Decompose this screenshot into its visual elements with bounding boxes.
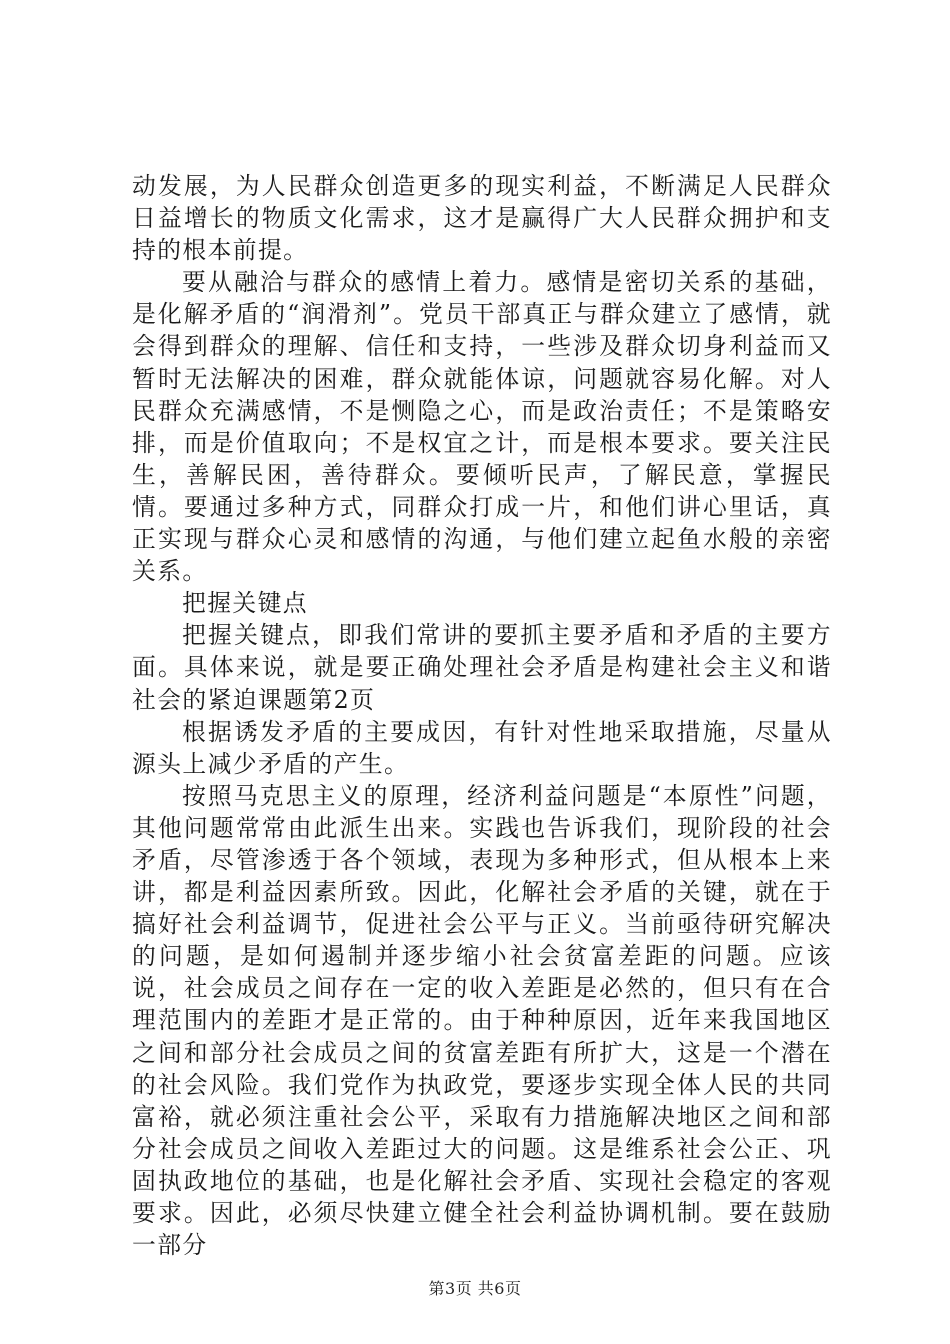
- page-footer: 第3页 共6页: [428, 1279, 522, 1298]
- paragraph-5: 按照马克思主义的原理，经济利益问题是“本原性”问题，其他问题常常由此派生出来。实践也告诉我们，现阶段的社会矛盾，尽管渗透于各个领域，表现为多种形式，但从根本上来讲，都是利益因素所致。因此，化解社会矛盾的关键，就在于搞好社会利益调节，促进社会公平与正义。当前亟待研究解决的问题，是如何遏制并逐步缩小社会贫富差距的问题。应该说，社会成员之间存在一定的收入差距是必然的，但只有在合理范围内的差距才是正常的。由于种种原因，近年来我国地区之间和部分社会成员之间的贫富差距有所扩大，这是一个潜在的社会风险。我们党作为执政党，要逐步实现全体人民的共同富裕，就必须注重社会公平，采取有力措施解决地区之间和部分社会成员之间收入差距过大的问题。这是维系社会公正、巩固执政地位的基础，也是化解社会矛盾、实现社会稳定的客观要求。因此，必须尽快建立健全社会利益协调机制。要在鼓励一部分: [132, 781, 832, 1260]
- document-body: [132, 170, 832, 1261]
- paragraph-2: 要从融洽与群众的感情上着力。感情是密切关系的基础，是化解矛盾的“润滑剂”。党员干部真正与群众建立了感情，就会得到群众的理解、信任和支持，一些涉及群众切身利益而又暂时无法解决的困难，群众就能体谅，问题就容易化解。对人民群众充满感情，不是恻隐之心，而是政治责任；不是策略安排，而是价值取向；不是权宜之计，而是根本要求。要关注民生，善解民困，善待群众。要倾听民声，了解民意，掌握民情。要通过多种方式，同群众打成一片，和他们讲心里话，真正实现与群众心灵和感情的沟通，与他们建立起鱼水般的亲密关系。: [132, 268, 832, 586]
- paragraph-1: 动发展，为人民群众创造更多的现实利益，不断满足人民群众日益增长的物质文化需求，这才是赢得广大人民群众拥护和支持的根本前提。: [132, 172, 832, 265]
- section-heading: 把握关键点: [182, 589, 308, 618]
- paragraph-3: 把握关键点，即我们常讲的要抓主要矛盾和矛盾的主要方面。具体来说，就是要正确处理社会矛盾是构建社会主义和谐社会的紧迫课题第2页: [132, 621, 832, 714]
- paragraph-4: 根据诱发矛盾的主要成因，有针对性地采取措施，尽量从源头上减少矛盾的产生。: [132, 717, 832, 778]
